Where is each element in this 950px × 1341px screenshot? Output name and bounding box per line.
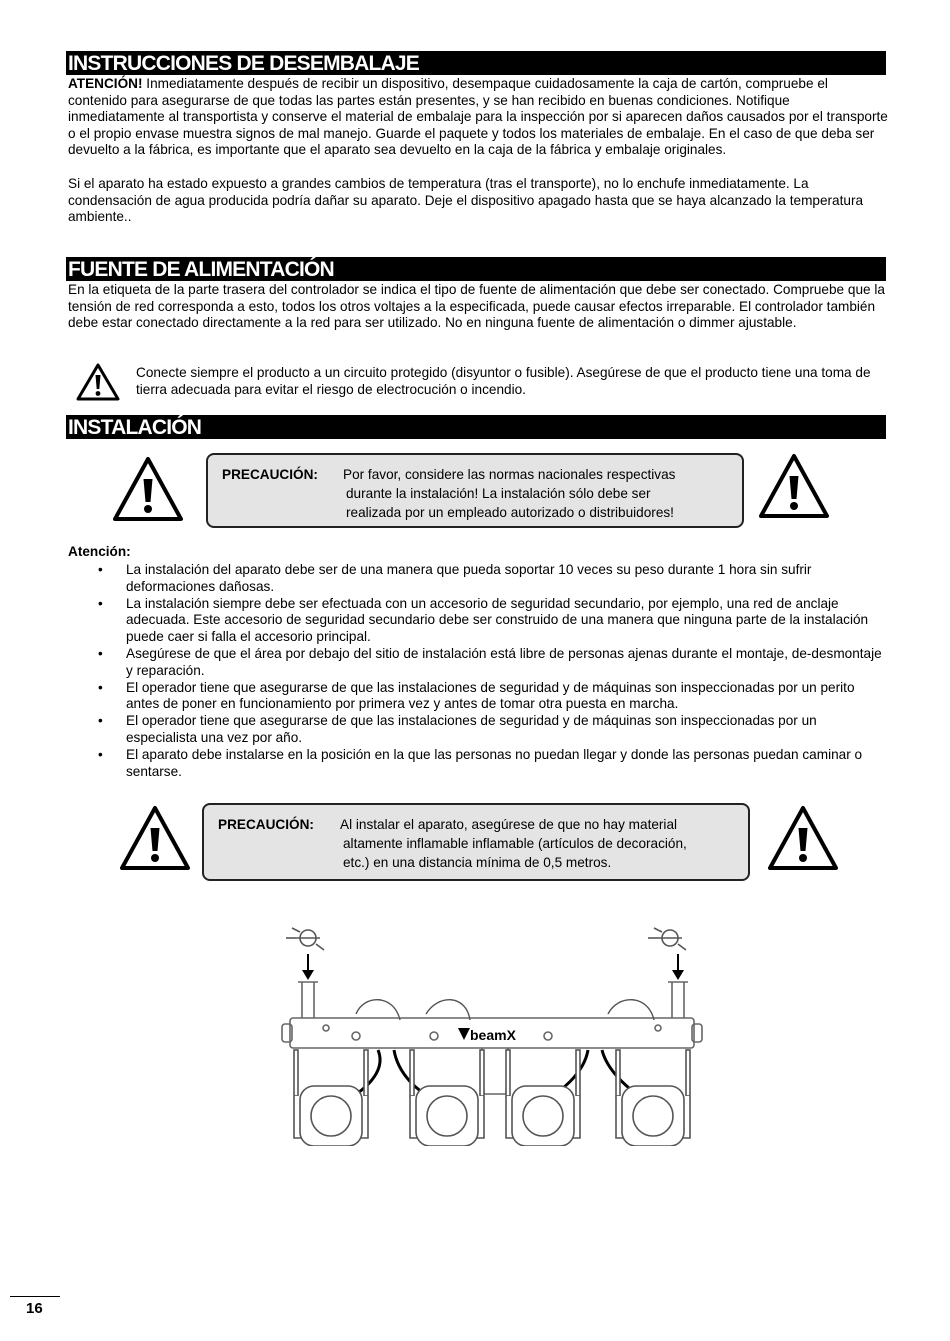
footer-divider: [10, 1296, 60, 1297]
spot-light-icon: [506, 1050, 580, 1146]
unpacking-paragraph-2: Si el aparato ha estado expuesto a grandes cambios de temperatura (tras el transporte), no lo enchufe inmediatamente. La condensación de agua producida podría dañar su aparato. Deje el dispositivo apagado hasta que se haya alcanzado la temperatura ambiente..: [68, 176, 864, 225]
list-item: [68, 747, 888, 781]
caution-text-line: etc.) en una distancia mínima de 0,5 metros.: [343, 855, 612, 870]
caution-label: PRECAUCIÓN:: [222, 467, 318, 482]
arrow-down-icon: [302, 954, 314, 980]
list-item-text: Asegúrese de que el área por debajo del sitio de instalación está libre de personas ajenas durante el montaje, de-desmontaje y reparación.: [126, 645, 882, 678]
list-item-text: La instalación siempre debe ser efectuada con un accesorio de seguridad secundario, por ejemplo, una red de anclaje adecuada. Este accesorio de seguridad secundario debe ser construido de una manera que ninguna parte de la instalación puede caer si falla el accesorio principal.: [126, 595, 869, 645]
bullet-icon: •: [98, 679, 103, 695]
caution-text-line: realizada por un empleado autorizado o distribuidores!: [346, 505, 674, 520]
caution-box-1: [206, 453, 744, 528]
list-item: [68, 596, 888, 646]
list-item: [68, 680, 888, 714]
warning-triangle-icon: [118, 804, 192, 874]
lightbar-installation-figure: [238, 924, 718, 1146]
mounting-clamp-icon: [648, 928, 686, 950]
caution-text-line: altamente inflamable inflamable (artículos de decoración,: [343, 836, 687, 851]
caution-text-line: Al instalar el aparato, asegúrese de que no hay material: [340, 817, 678, 832]
bullet-icon: •: [98, 562, 103, 577]
section-title-installation: INSTALACIÓN: [66, 415, 886, 439]
spot-light-icon: [294, 1050, 368, 1146]
page-number: 16: [26, 1300, 43, 1317]
bullet-icon: •: [98, 595, 103, 611]
bullet-icon: •: [98, 645, 103, 661]
warning-triangle-icon: [757, 452, 831, 522]
list-item: [68, 646, 888, 680]
power-paragraph: En la etiqueta de la parte trasera del controlador se indica el tipo de fuente de alimentación que debe ser conectado. Compruebe que la tensión de red corresponda a esto, todos los otros voltajes a la especificada, puede causar efectos irreparable. El controlador también debe estar conectado directamente a la red para ser utilizado. No en ninguna fuente de alimentación o dimmer ajustable.: [68, 282, 885, 331]
spot-light-icon: [616, 1050, 690, 1146]
attention-lead: ATENCIÓN!: [68, 76, 143, 91]
list-item-text: La instalación del aparato debe ser de una manera que pueda soportar 10 veces su peso durante 1 hora sin sufrir deformaciones dañosas.: [126, 562, 812, 594]
caution-box-2: [202, 803, 750, 881]
section-title-unpacking: INSTRUCCIONES DE DESEMBALAJE: [66, 51, 886, 75]
caution-text-line: durante la instalación! La instalación sólo debe ser: [346, 486, 651, 501]
unpacking-paragraph-1: [68, 76, 888, 159]
warning-triangle-icon: [76, 363, 120, 401]
arrow-down-icon: [672, 954, 684, 980]
bullet-icon: •: [98, 713, 103, 729]
caution-label: PRECAUCIÓN:: [218, 817, 314, 832]
caution-text-line: Por favor, considere las normas nacionales respectivas: [343, 467, 676, 482]
spot-light-icon: [410, 1050, 484, 1146]
installation-bullet-list: [68, 562, 888, 780]
list-item: [68, 562, 888, 596]
warning-triangle-icon: [766, 804, 840, 874]
list-item-text: El aparato debe instalarse en la posición en la que las personas no puedan llegar y donde las personas puedan caminar o sentarse.: [126, 746, 863, 779]
svg-text:beamX: beamX: [470, 1027, 516, 1043]
section-title-power: FUENTE DE ALIMENTACIÓN: [66, 257, 886, 281]
attention-heading: Atención:: [68, 544, 131, 559]
power-warning-text: Conecte siempre el producto a un circuito protegido (disyuntor o fusible). Asegúrese de que el producto tiene una toma de tierra adecuada para evitar el riesgo de electrocución o incendio.: [136, 365, 871, 397]
list-item-text: El operador tiene que asegurarse de que las instalaciones de seguridad y de máquinas son inspeccionadas por un especialista una vez por año.: [126, 713, 817, 745]
unpacking-text-1: Inmediatamente después de recibir un dispositivo, desempaque cuidadosamente la caja de cartón, compruebe el contenido para asegurarse de que todas las partes están presentes, y se han recibido en buenas condiciones. Notifique inmediatamente al transportista y conserve el material de embalaje para la inspección por si aparecen daños causados por el transporte o el propio envase muestra signos de mal manejo. Guarde el paquete y todos los materiales de embalaje. En el caso de que deba ser devuelto a la fábrica, es importante que el aparato sea devuelto en la caja de la fábrica y embalaje originales.: [68, 76, 888, 158]
warning-triangle-icon: [111, 455, 185, 525]
list-item: [68, 713, 888, 747]
list-item-text: El operador tiene que asegurarse de que las instalaciones de seguridad y de máquinas son inspeccionadas por un perito antes de poner en funcionamiento por primera vez y antes de tomar otra puesta en marcha.: [126, 679, 855, 712]
bullet-icon: •: [98, 746, 103, 762]
mounting-clamp-icon: [286, 928, 324, 950]
